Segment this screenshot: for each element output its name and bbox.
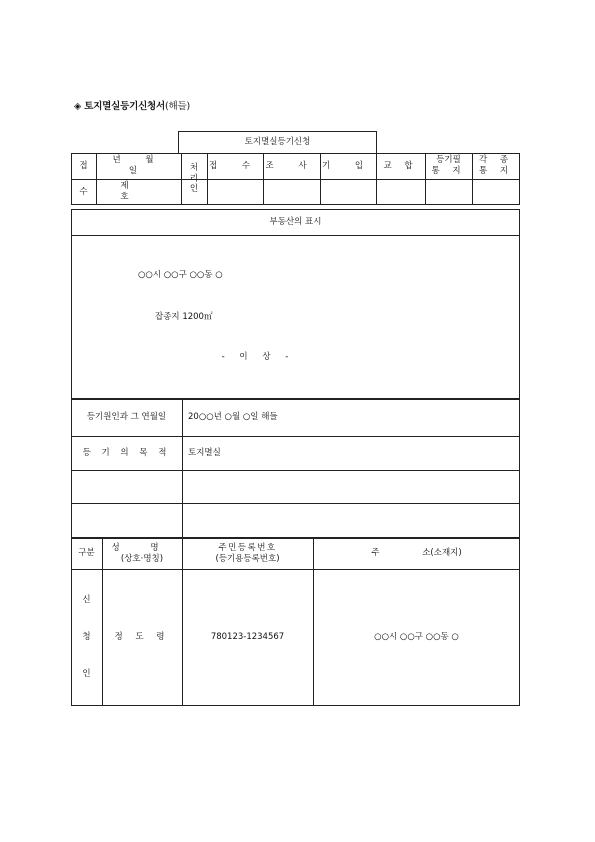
kind-applicant [71, 569, 102, 706]
col-id-line-1: 주민등록번호 [218, 542, 277, 553]
property-header: 부동산의 표시 [269, 216, 322, 227]
col-review: 조 사 [265, 160, 318, 171]
rows-line [71, 503, 520, 504]
purpose-label: 등 기 의 목 적 [82, 447, 171, 458]
receipt-label-1: 접 [79, 160, 88, 171]
document-title [74, 98, 190, 112]
property-header-divider [71, 235, 520, 236]
handling-char-2: 리 [189, 173, 199, 184]
handling-char-1: 처 [189, 163, 199, 174]
col-notice-2 [472, 153, 520, 179]
property-end: - 이 상 - [221, 351, 289, 362]
property-address: ○○시 ○○구 ○○동 ○ [138, 269, 223, 280]
receipt-date-label: 년 월 일 [112, 155, 165, 176]
col-notice-1 [425, 153, 472, 179]
col-name [102, 538, 182, 569]
title-suffix: (해들) [165, 101, 190, 112]
receipt-caption: 토지멸실등기신청 [244, 137, 311, 148]
cause-value: 20○○년 ○월 ○일 해들 [188, 412, 278, 423]
col-verify: 교 합 [383, 160, 418, 171]
kind-char-2: 청 [82, 632, 91, 643]
notice2-line-b: 통 지 [478, 166, 514, 176]
applicant-address: ○○시 ○○구 ○○동 ○ [374, 632, 459, 643]
notice2-line-a: 각 종 [478, 155, 514, 166]
property-section [71, 209, 520, 399]
kind-char-3: 인 [82, 669, 91, 680]
diamond-bullet-icon: ◈ [74, 101, 82, 112]
kind-char-1: 신 [82, 595, 91, 606]
col-address: 주 소(소재지) [371, 548, 462, 559]
handling-char-3: 인 [189, 184, 199, 195]
cause-label: 등기원인과 그 연월일 [86, 412, 167, 423]
notice1-line-a: 등기필 [436, 155, 461, 166]
title-text: 토지멸실등기신청서 [84, 101, 166, 112]
col-entry: 기 입 [321, 160, 375, 171]
receipt-label-2: 수 [79, 186, 88, 197]
receipt-handling [181, 153, 207, 205]
rows-line [71, 470, 520, 471]
col-id-line-2: (등기용등록번호) [215, 553, 280, 564]
col-name-line-2: (상호·명칭) [120, 553, 164, 564]
col-receipt: 접 수 [208, 160, 262, 171]
applicant-name: 정 도 령 [114, 632, 170, 643]
receipt-row-divider-right [207, 179, 520, 180]
property-land: 잡종지 1200㎡ [155, 311, 213, 322]
purpose-value: 토지멸실 [188, 447, 221, 458]
notice1-line-b: 통 지 [431, 166, 466, 176]
col-name-line-1: 성 명 [111, 542, 173, 553]
col-kind: 구분 [78, 548, 95, 559]
receipt-number-label: 제 호 [120, 181, 157, 202]
applicant-id: 780123-1234567 [210, 632, 285, 643]
col-id [182, 538, 313, 569]
